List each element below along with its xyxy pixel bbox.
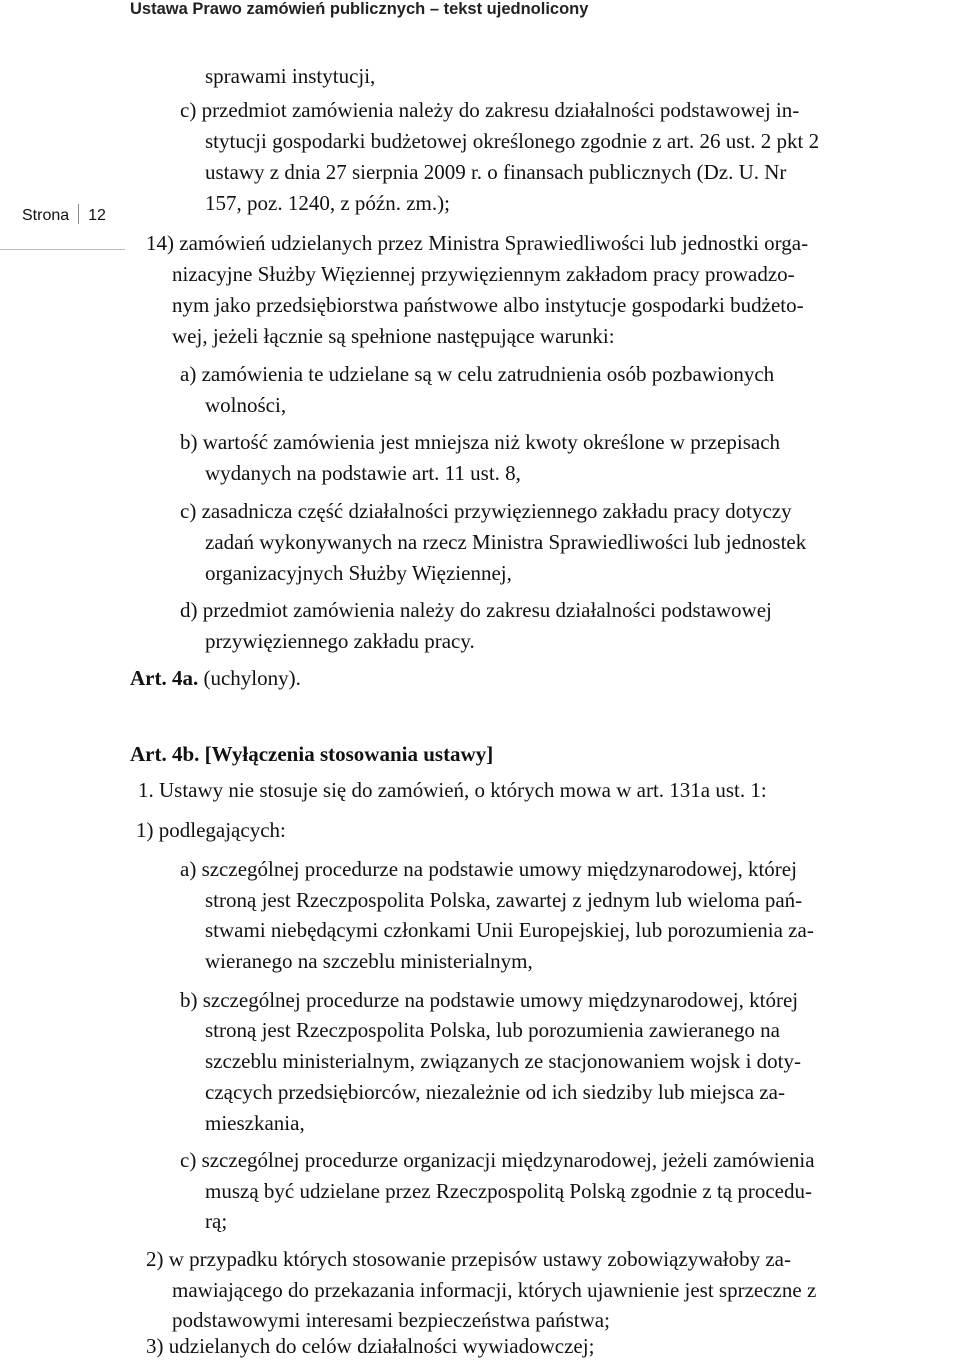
text-line: szczeblu ministerialnym, związanych ze stacjonowaniem wojsk i doty- — [205, 1049, 801, 1073]
text-line: 3) udzielanych do celów działalności wywiadowczej; — [146, 1334, 595, 1358]
text-line: a) zamówienia te udzielane są w celu zatrudnienia osób pozbawionych — [180, 362, 775, 386]
text-line: rą; — [205, 1209, 228, 1233]
text-line: stroną jest Rzeczpospolita Polska, zawartej z jednym lub wieloma pań- — [205, 888, 803, 912]
page-separator — [78, 204, 79, 224]
text-line: wolności, — [205, 393, 287, 417]
text-line: stwami niebędącymi członkami Unii Europejskiej, lub porozumienia za- — [205, 918, 814, 942]
art-4a-label: Art. 4a. — [130, 666, 199, 690]
text-line: nym jako przedsiębiorstwa państwowe albo instytucje gospodarki budżeto- — [172, 293, 804, 317]
text-line: c) zasadnicza część działalności przywięziennego zakładu pracy dotyczy — [180, 499, 792, 523]
text-line: mieszkania, — [205, 1111, 305, 1135]
text-line: b) wartość zamówienia jest mniejsza niż kwoty określone w przepisach — [180, 430, 781, 454]
page-number: 12 — [88, 207, 106, 224]
text-line: c) przedmiot zamówienia należy do zakresu działalności podstawowej in- — [180, 98, 800, 122]
text-line: zadań wykonywanych na rzecz Ministra Sprawiedliwości lub jednostek — [205, 530, 807, 554]
page-label-rule — [0, 249, 125, 250]
text-line: a) szczególnej procedurze na podstawie umowy międzynarodowej, której — [180, 857, 797, 881]
text-line: b) szczególnej procedurze na podstawie umowy międzynarodowej, której — [180, 988, 799, 1012]
text-line: c) szczególnej procedurze organizacji międzynarodowej, jeżeli zamówienia — [180, 1148, 815, 1172]
art-4b-heading — [130, 742, 493, 766]
document-header-title: Ustawa Prawo zamówień publicznych – tekst ujednolicony — [130, 0, 589, 18]
text-line: 157, poz. 1240, z późn. zm.); — [205, 191, 450, 215]
text-line: wieranego na szczeblu ministerialnym, — [205, 949, 533, 973]
art-4b-label: Art. 4b. — [130, 742, 200, 766]
text-line: 2) w przypadku których stosowanie przepisów ustawy zobowiązywałoby za- — [146, 1247, 791, 1271]
text-line: 14) zamówień udzielanych przez Ministra Sprawiedliwości lub jednostki orga- — [146, 231, 809, 255]
text-line: muszą być udzielane przez Rzeczpospolitą Polską zgodnie z tą procedu- — [205, 1179, 813, 1203]
text-line: podstawowymi interesami bezpieczeństwa państwa; — [172, 1308, 610, 1332]
text-line: nizacyjne Służby Więziennej przywięziennym zakładom pracy prowadzo- — [172, 262, 795, 286]
text-line: wydanych na podstawie art. 11 ust. 8, — [205, 461, 521, 485]
art-4a-line — [130, 666, 301, 690]
text-line: wej, jeżeli łącznie są spełnione następujące warunki: — [172, 324, 615, 348]
text-line: mawiającego do przekazania informacji, których ujawnienie jest sprzeczne z — [172, 1278, 817, 1302]
page-number-label — [22, 204, 106, 225]
text-line: sprawami instytucji, — [205, 64, 376, 88]
text-line: czących przedsiębiorców, niezależnie od ich siedziby lub miejsca za- — [205, 1080, 785, 1104]
text-line: stroną jest Rzeczpospolita Polska, lub porozumienia zawieranego na — [205, 1018, 780, 1042]
text-line: organizacyjnych Służby Więziennej, — [205, 561, 512, 585]
text-line: d) przedmiot zamówienia należy do zakresu działalności podstawowej — [180, 598, 772, 622]
art-4a-text: (uchylony). — [203, 666, 301, 690]
page-word: Strona — [22, 207, 70, 224]
text-line: stytucji gospodarki budżetowej określonego zgodnie z art. 26 ust. 2 pkt 2 — [205, 129, 820, 153]
text-line: 1. Ustawy nie stosuje się do zamówień, o których mowa w art. 131a ust. 1: — [138, 778, 767, 802]
text-line: przywięziennego zakładu pracy. — [205, 629, 475, 653]
art-4b-title: [Wyłączenia stosowania ustawy] — [204, 742, 494, 766]
text-line: 1) podlegających: — [136, 818, 286, 842]
text-line: ustawy z dnia 27 sierpnia 2009 r. o finansach publicznych (Dz. U. Nr — [205, 160, 787, 184]
